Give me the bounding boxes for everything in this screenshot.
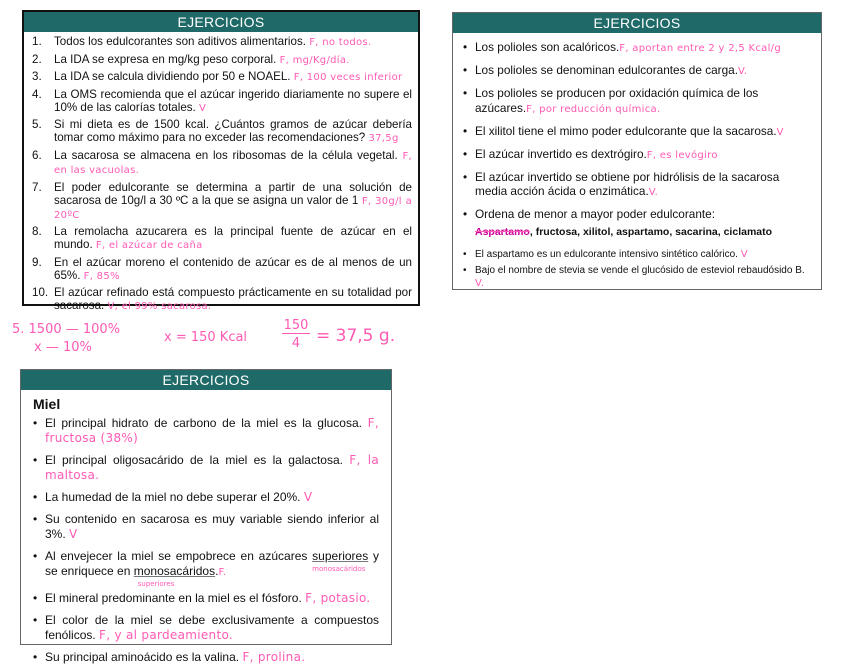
handwritten-answer: V xyxy=(199,102,207,114)
item-text: El mineral predominante en la miel es el fósforo. xyxy=(45,591,302,605)
handwritten-answer: F, 30g/l a 20ºC xyxy=(54,195,412,221)
item-text: En el azúcar moreno el contenido de azúcar es de al menos de un 65%. xyxy=(54,255,412,282)
item-text: El xilitol tiene el mimo poder edulcorante que la sacarosa. xyxy=(475,123,777,138)
exercise-box-miel xyxy=(20,369,392,664)
item-text: Todos los edulcorantes son aditivos alimentarios. xyxy=(54,35,306,48)
item-text: La remolacha azucarera es la principal fuente de azúcar en el mundo. xyxy=(54,225,412,252)
calc-frac-den: 4 xyxy=(291,336,301,351)
handwritten-calculation xyxy=(12,318,432,364)
item-text: Ordena de menor a mayor poder edulcorante: xyxy=(475,207,716,221)
handwritten-answer: F. xyxy=(218,567,227,578)
exercise-item xyxy=(463,170,811,201)
exercise-item xyxy=(32,88,412,115)
exercise-item xyxy=(33,490,379,505)
order-list: , fructosa, xilitol, aspartamo, sacarina, ciclamato xyxy=(529,226,773,238)
item-number: 3. xyxy=(32,70,42,84)
exercise-item xyxy=(463,147,811,164)
item-number: 6. xyxy=(32,148,42,162)
exercise-item xyxy=(32,53,412,67)
handwritten-answer: V. xyxy=(737,66,748,77)
item-text: El azúcar invertido se obtiene por hidrólisis de la sacarosa media acción ácida o enzimática. xyxy=(475,169,780,198)
struck-word: Aspartamo xyxy=(475,226,530,238)
exercise-item xyxy=(463,264,811,290)
exercise-item xyxy=(463,63,811,80)
handwritten-answer: F, prolina. xyxy=(242,650,306,664)
item-number: 10. xyxy=(32,286,49,300)
handwritten-answer: F, no todos. xyxy=(309,37,372,48)
box-header: EJERCICIOS xyxy=(21,370,391,390)
sweetener-order xyxy=(463,226,811,238)
exercise-list xyxy=(453,33,821,290)
item-number: 8. xyxy=(32,225,42,239)
item-text: El principal hidrato de carbono de la miel es la glucosa. xyxy=(45,416,362,430)
exercise-item xyxy=(463,248,811,261)
handwritten-answer: F, en las vacuolas. xyxy=(54,150,412,176)
item-text: La IDA se calcula dividiendo por 50 e NOAEL. xyxy=(54,70,291,84)
handwritten-answer: F, potasio. xyxy=(305,591,371,605)
item-text: y se enriquece en xyxy=(45,549,379,578)
item-number: 4. xyxy=(32,87,42,101)
item-text: Su principal aminoácido es la valina. xyxy=(45,650,240,664)
item-number: 2. xyxy=(32,52,42,66)
handwritten-answer: V. xyxy=(475,278,485,289)
handwritten-answer: V. xyxy=(648,187,659,198)
handwritten-answer: F, mg/Kg/día. xyxy=(279,54,350,66)
item-text: El azúcar refinado está compuesto prácticamente en su totalidad por sacarosa. xyxy=(54,286,412,313)
calc-line-2: x — 10% xyxy=(34,340,92,355)
calc-line-1: 5. 1500 — 100% xyxy=(12,322,121,337)
item-text: La humedad de la miel no debe superar el 20%. xyxy=(45,490,301,504)
exercise-item xyxy=(32,286,412,313)
item-text: El color de la miel se debe exclusivamente a compuestos fenólicos. xyxy=(45,613,379,642)
handwritten-answer: V xyxy=(303,490,313,504)
item-text: El poder edulcorante se determina a partir de una solución de sacarosa de 10g/l a 30 ºC a la que se asigna un valor de 1 xyxy=(54,180,412,207)
item-number: 9. xyxy=(32,255,42,269)
item-text: El aspartamo es un edulcorante intensivo sintético calórico. xyxy=(475,249,738,260)
box-header: EJERCICIOS xyxy=(453,13,821,33)
exercise-item xyxy=(32,118,412,145)
item-text: Bajo el nombre de stevia se vende el glucósido de esteviol rebaudósido B. xyxy=(475,265,805,276)
item-text: Su contenido en sacarosa es muy variable siendo inferior al 3%. xyxy=(45,512,379,541)
underlined-text: monosacáridos xyxy=(133,564,216,578)
exercise-item xyxy=(32,225,412,252)
calc-result: x = 150 Kcal xyxy=(164,330,248,345)
exercise-box-edulcorantes xyxy=(22,10,420,313)
item-number: 7. xyxy=(32,180,42,194)
exercise-item xyxy=(33,512,379,542)
box-header: EJERCICIOS xyxy=(24,12,418,32)
calc-answer: = 37,5 g. xyxy=(316,326,396,346)
handwritten-answer: F, es levógiro xyxy=(646,149,718,161)
handwritten-correction: superiores xyxy=(137,580,175,588)
handwritten-answer: F, 85% xyxy=(83,270,120,282)
item-text: Los polioles son acalóricos. xyxy=(475,40,620,54)
exercise-item xyxy=(33,416,379,446)
item-text: El azúcar invertido es dextrógiro. xyxy=(475,146,647,161)
exercise-item xyxy=(33,549,379,588)
exercise-item xyxy=(33,453,379,483)
handwritten-correction: monosacáridos xyxy=(312,565,366,573)
item-text: El principal oligosacárido de la miel es la galactosa. xyxy=(45,453,343,467)
exercise-box-polioles xyxy=(452,12,822,290)
handwritten-answer: F, el azúcar de caña xyxy=(95,240,203,252)
item-text: Los polioles se producen por oxidación química de los azúcares. xyxy=(475,86,759,115)
handwritten-answer: F, y al pardeamiento. xyxy=(99,628,234,642)
exercise-item xyxy=(463,86,811,117)
exercise-item xyxy=(32,181,412,222)
handwritten-answer: F, fructosa (38%) xyxy=(45,416,379,445)
item-text: Los polioles se denominan edulcorantes de carga. xyxy=(475,63,738,77)
handwritten-answer: F, la maltosa. xyxy=(45,453,379,482)
underlined-word xyxy=(312,549,369,573)
exercise-item xyxy=(33,591,379,606)
exercise-item xyxy=(463,40,811,57)
exercise-list xyxy=(21,414,391,665)
item-text: . xyxy=(215,564,219,578)
item-text: La OMS recomienda que el azúcar ingerido diariamente no supere el 10% de las calorías totales. xyxy=(54,87,412,114)
handwritten-answer: V xyxy=(740,249,748,260)
section-title: Miel xyxy=(33,396,61,412)
exercise-item xyxy=(33,613,379,643)
handwritten-answer: V, el 99% sacarosa. xyxy=(107,301,212,313)
exercise-item xyxy=(32,256,412,283)
item-number: 1. xyxy=(32,35,42,48)
handwritten-answer: F, aportan entre 2 y 2,5 Kcal/g xyxy=(619,43,781,54)
handwritten-answer: F, por reducción química. xyxy=(526,103,661,115)
exercise-item xyxy=(32,35,412,49)
handwritten-answer: F, 100 veces inferior xyxy=(293,72,403,84)
item-text: La sacarosa se almacena en los ribosomas de la célula vegetal. xyxy=(54,148,398,162)
exercise-item xyxy=(463,124,811,141)
handwritten-answer: V xyxy=(69,527,78,541)
exercise-item xyxy=(33,650,379,665)
underlined-text: superiores xyxy=(312,549,369,563)
handwritten-answer: V xyxy=(776,126,784,138)
calc-frac-num: 150 xyxy=(283,318,309,333)
item-text: Al envejecer la miel se empobrece en azúcares xyxy=(45,549,313,563)
exercise-item xyxy=(32,149,412,177)
item-text: Si mi dieta es de 1500 kcal. ¿Cuántos gramos de azúcar debería tomar como máximo para no exceder las recomendaciones? xyxy=(54,118,412,145)
underlined-word xyxy=(133,564,216,588)
handwritten-answer: 37,5g xyxy=(368,133,399,145)
exercise-item xyxy=(463,207,811,224)
item-text: La IDA se expresa en mg/kg peso corporal. xyxy=(54,52,277,66)
exercise-item xyxy=(32,70,412,84)
exercise-list xyxy=(24,32,418,313)
item-number: 5. xyxy=(32,118,42,132)
